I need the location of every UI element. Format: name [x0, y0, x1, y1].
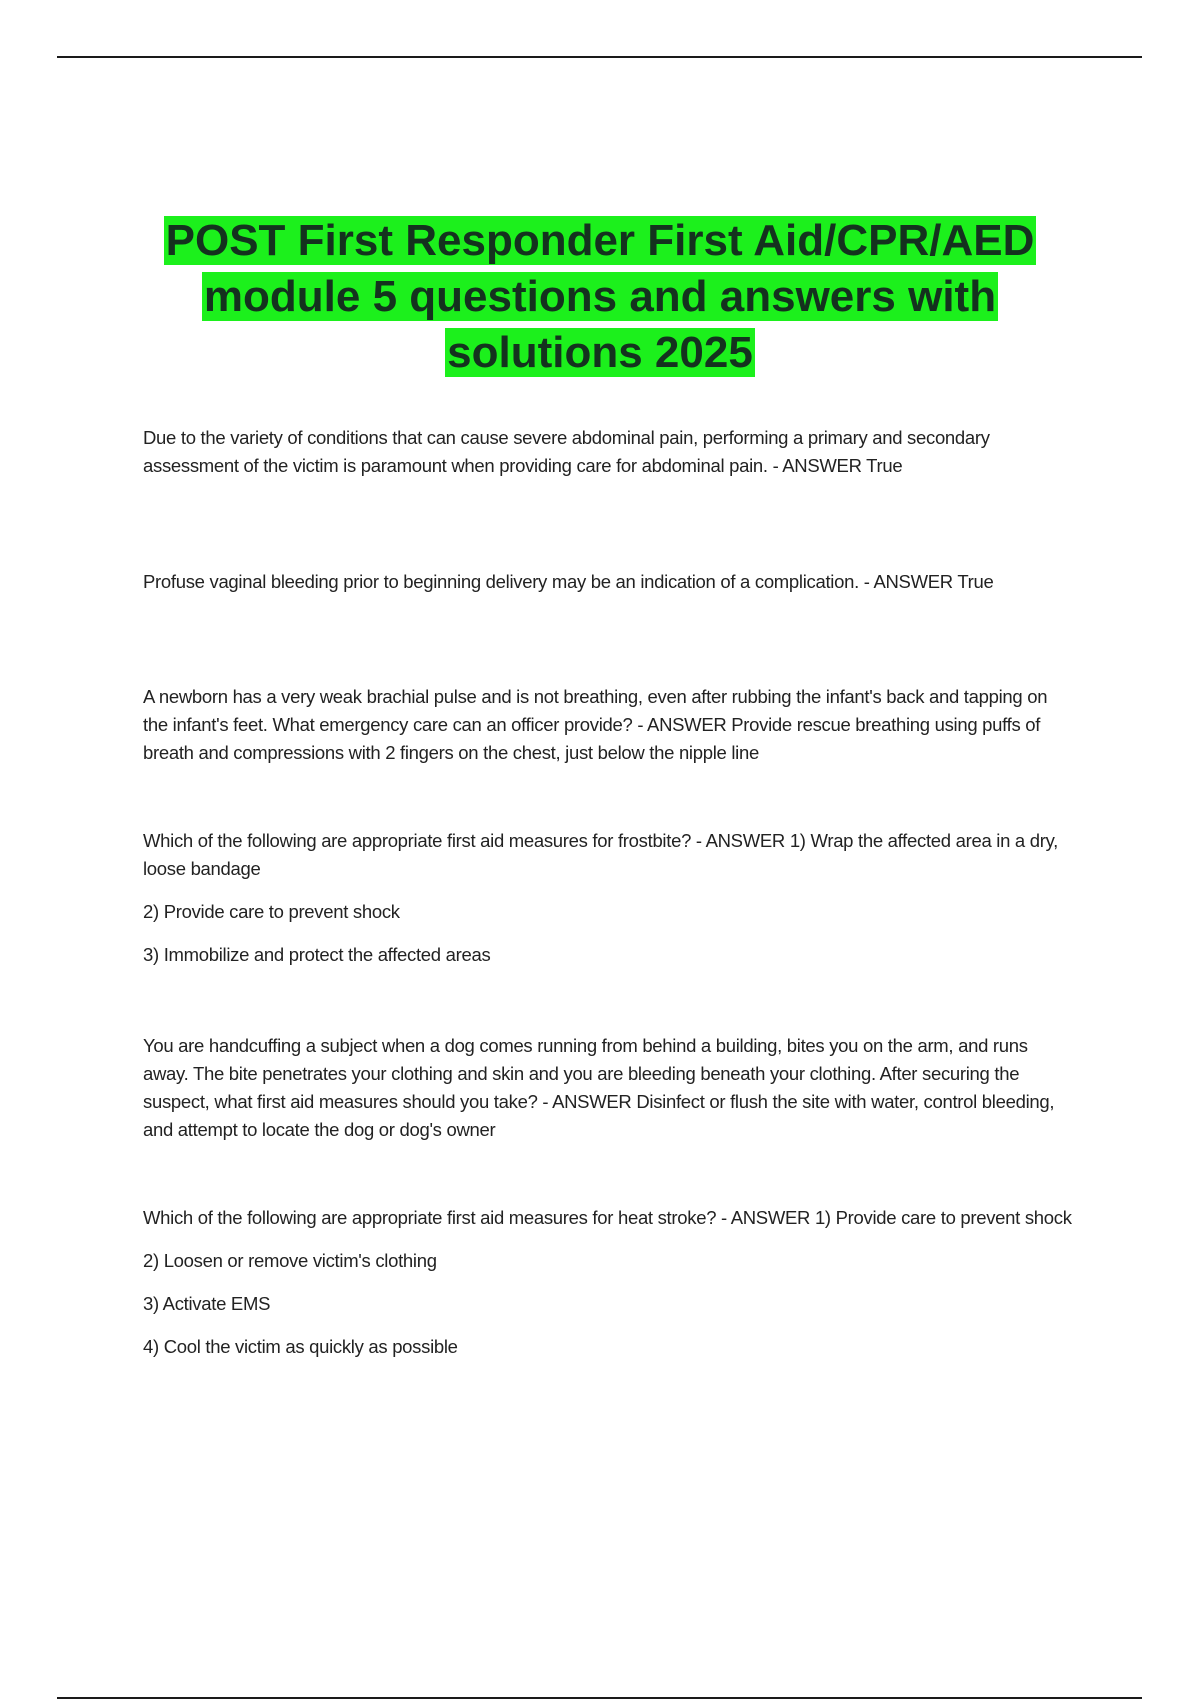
qa-entry-3 — [143, 683, 1073, 767]
qa-entry-1 — [143, 424, 1073, 480]
answer-list-item: 4) Cool the victim as quickly as possible — [143, 1336, 458, 1357]
question-text: Due to the variety of conditions that can cause severe abdominal pain, performing a primary and secondary assessment of the victim is paramount when providing care for abdominal pain. - ANSWER True — [143, 427, 990, 476]
qa-entry-2 — [143, 568, 1073, 596]
document-title: POST First Responder First Aid/CPR/AED module 5 questions and answers with solutions 2025 — [165, 216, 1035, 377]
qa-entry-4 — [143, 827, 1073, 969]
title-container — [0, 213, 1200, 381]
bottom-rule — [57, 1697, 1142, 1699]
question-text: Which of the following are appropriate first aid measures for frostbite? - ANSWER 1) Wrap the affected area in a dry, loose bandage — [143, 830, 1059, 879]
answer-list-item: 2) Loosen or remove victim's clothing — [143, 1250, 437, 1271]
question-text: Profuse vaginal bleeding prior to beginning delivery may be an indication of a complication. - ANSWER True — [143, 571, 994, 592]
answer-list-item: 3) Immobilize and protect the affected areas — [143, 944, 491, 965]
question-text: You are handcuffing a subject when a dog comes running from behind a building, bites you on the arm, and runs away. The bite penetrates your clothing and skin and you are bleeding beneath your clothing. After securing the suspect, what first aid measures should you take? - ANSWER Disinfect or flush the site with water, control bleeding, and attempt to locate the dog or dog's owner — [143, 1035, 1055, 1140]
question-text: A newborn has a very weak brachial pulse and is not breathing, even after rubbing the infant's back and tapping on the infant's feet. What emergency care can an officer provide? - ANSWER Provide rescue breathing using puffs of breath and compressions with 2 fingers on the chest, just below the nipple line — [143, 686, 1048, 763]
top-rule — [57, 56, 1142, 58]
answer-list-item: 3) Activate EMS — [143, 1293, 271, 1314]
question-text: Which of the following are appropriate first aid measures for heat stroke? - ANSWER 1) Provide care to prevent shock — [143, 1207, 1072, 1228]
qa-entry-6 — [143, 1204, 1073, 1361]
answer-list-item: 2) Provide care to prevent shock — [143, 901, 400, 922]
qa-entry-5 — [143, 1032, 1073, 1144]
